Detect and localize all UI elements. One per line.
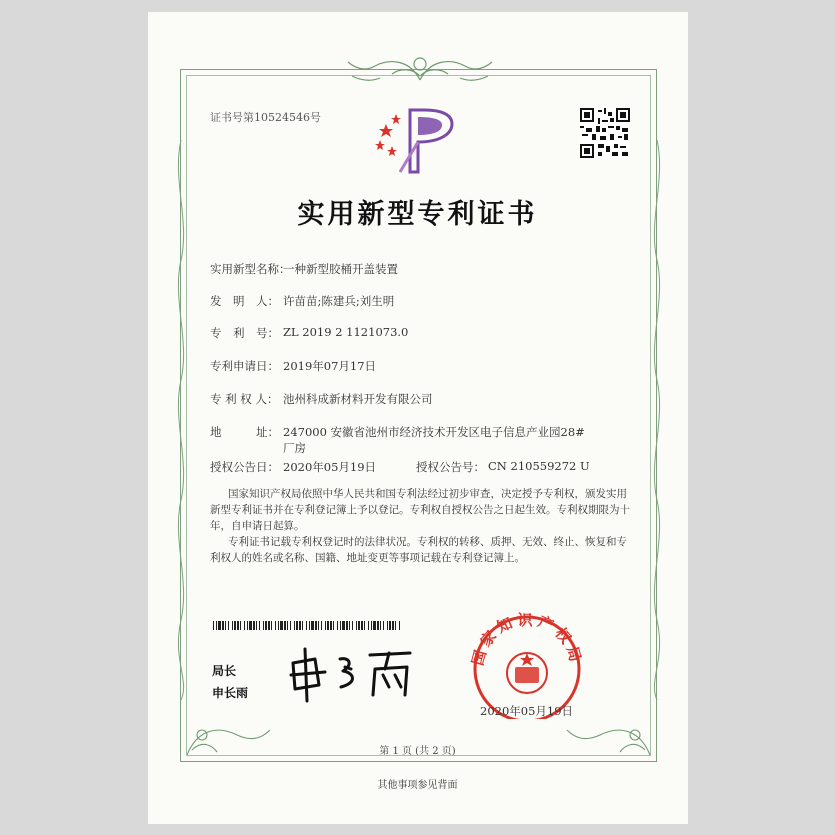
field-value-patent-no: ZL 2019 2 1121073.0	[283, 325, 409, 339]
field-value-inventors: 许苗苗;陈建兵;刘生明	[283, 294, 395, 308]
paragraph-1-line-3: 年，自申请日起算。	[210, 520, 305, 532]
certificate-title: 实用新型专利证书	[297, 199, 538, 230]
signature-role: 局长	[212, 664, 237, 678]
field-label-name: 实用新型名称：	[210, 262, 291, 276]
field-label-address: 地 址：	[210, 425, 279, 439]
field-value-address-line2: 厂房	[283, 441, 306, 455]
grant-no-value: CN 210559272 U	[488, 459, 590, 473]
field-value-patentee: 池州科成新材料开发有限公司	[283, 392, 433, 406]
field-label-patentee: 专 利 权 人：	[210, 392, 279, 406]
patent-office-logo-icon	[370, 102, 460, 177]
signature-name: 申长雨	[212, 686, 249, 700]
top-ornament	[340, 50, 500, 86]
paragraph-1-line-2: 新型专利证书并在专利登记簿上予以登记。专利权自授权公告之日起生效。专利权期限为十	[210, 504, 630, 516]
seal-date: 2020年05月19日	[480, 704, 574, 718]
field-label-filing-date: 专利申请日：	[210, 359, 279, 373]
field-value-filing-date: 2019年07月17日	[283, 359, 377, 373]
paragraph-1-line-1: 国家知识产权局依照中华人民共和国专利法经过初步审查，决定授予专利权，颁发实用	[228, 488, 627, 500]
field-label-patent-no: 专 利 号：	[210, 326, 279, 340]
grant-date-value: 2020年05月19日	[283, 460, 377, 474]
footer-note: 其他事项参见背面	[377, 780, 458, 791]
field-value-address: 247000 安徽省池州市经济技术开发区电子信息产业园28#	[283, 425, 585, 439]
grant-date-label: 授权公告日：	[210, 460, 279, 474]
field-value-name: 一种新型胶桶开盖装置	[283, 262, 398, 276]
certificate-number: 证书号第10524546号	[210, 111, 321, 124]
seal-ring-text: 国家知识产权局	[468, 611, 586, 668]
paragraph-2-line-2: 利权人的姓名或名称、国籍、地址变更等事项记载在专利登记簿上。	[210, 552, 525, 564]
barcode-icon	[213, 621, 401, 630]
paragraph-2-line-1: 专利证书记载专利权登记时的法律状况。专利权的转移、质押、无效、终止、恢复和专	[228, 536, 627, 548]
page-indicator: 第 1 页 (共 2 页)	[379, 746, 456, 757]
handwritten-signature	[285, 645, 425, 705]
field-label-inventors: 发 明 人：	[210, 294, 279, 308]
qr-code-icon	[580, 108, 630, 158]
grant-no-label: 授权公告号：	[416, 460, 485, 474]
